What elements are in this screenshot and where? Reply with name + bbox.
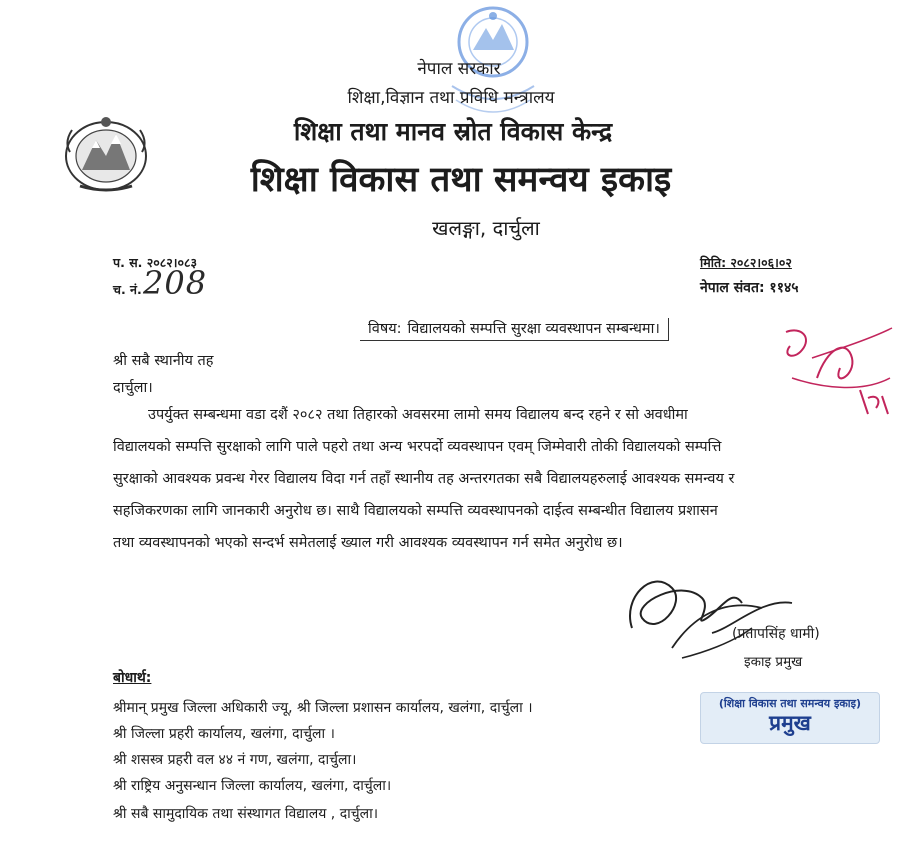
subject-line <box>360 318 669 341</box>
cc-item: श्री राष्ट्रिय अनुसन्धान जिल्ला कार्यालय, खलंगा, दार्चुला। <box>113 778 392 794</box>
unit-name: शिक्षा विकास तथा समन्वय इकाइ <box>250 160 672 200</box>
cc-item: श्रीमान् प्रमुख जिल्ला अधिकारी ज्यू, श्री जिल्ला प्रशासन कार्यालय, खलंगा, दार्चुला । <box>113 700 533 716</box>
handwritten-remark-icon <box>772 318 896 430</box>
letter-date-text: मिति: २०८२।०६।०२ <box>700 255 792 270</box>
letter-date <box>700 254 792 271</box>
signatory-title: इकाइ प्रमुख <box>744 654 803 670</box>
nepal-sambat: नेपाल संवत: ११४५ <box>700 280 799 296</box>
ministry-name: शिक्षा,विज्ञान तथा प्रविधि मन्त्रालय <box>347 88 555 108</box>
center-name: शिक्षा तथा मानव स्रोत विकास केन्द्र <box>293 117 613 146</box>
subject-label: विषय: <box>368 321 402 337</box>
recipient-line-2: दार्चुला। <box>113 380 153 396</box>
reference-number: 208 <box>143 264 208 302</box>
body-line-1: उपर्युक्त सम्बन्धमा वडा दशैं २०८२ तथा तिहारको अवसरमा लामो समय विद्यालय बन्द रहने र सो अवधीमा <box>148 407 688 423</box>
office-location: खलङ्गा, दार्चुला <box>432 216 540 240</box>
signatory-name: (प्रतापसिंह धामी) <box>732 626 820 642</box>
stamp-office-line: (शिक्षा विकास तथा समन्वय इकाइ) <box>718 697 862 710</box>
fiscal-year: प. स. २०८२।०८३ <box>113 255 197 270</box>
government-name: नेपाल सरकार <box>417 59 501 79</box>
recipient-line-1: श्री सबै स्थानीय तह <box>113 353 214 369</box>
cc-item: श्री जिल्ला प्रहरी कार्यालय, खलंगा, दार्चुला । <box>113 726 335 742</box>
body-line-3: सुरक्षाको आवश्यक प्रवन्ध गेरर विद्यालय विदा गर्न तहाँ स्थानीय तह अन्तरगतका सबै विद्यालयहरुलाई आवश्यक समन्वय र <box>113 471 735 487</box>
body-line-5: तथा व्यवस्थापनको भएको सन्दर्भ समेतलाई ख्याल गरी आवश्यक व्यवस्थापन गर्न समेत अनुरोध छ। <box>113 535 623 551</box>
stamp-title-line: प्रमुख <box>769 711 811 735</box>
cc-heading: बोधार्थ: <box>113 670 152 686</box>
cc-item: श्री शसस्त्र प्रहरी वल ४४ नं गण, खलंगा, दार्चुला। <box>113 752 357 768</box>
body-line-2: विद्यालयको सम्पत्ति सुरक्षाको लागि पाले पहरो तथा अन्य भरपर्दो व्यवस्थापन एवम् जिम्मेवारी तोकी विद्यालयको सम्पत्ति <box>113 439 722 455</box>
cc-item: श्री सबै सामुदायिक तथा संस्थागत विद्यालय , दार्चुला। <box>113 806 379 822</box>
subject-text: विद्यालयको सम्पत्ति सुरक्षा व्यवस्थापन सम्बन्धमा। <box>407 321 660 337</box>
office-stamp <box>700 692 880 744</box>
body-line-4: सहजिकरणका लागि जानकारी अनुरोध छ। साथै विद्यालयको सम्पत्ति व्यवस्थापनको दाईत्व सम्बन्धीत विद्यालय प्रशासन <box>113 503 718 519</box>
reference-label: च. नं. <box>113 282 142 297</box>
